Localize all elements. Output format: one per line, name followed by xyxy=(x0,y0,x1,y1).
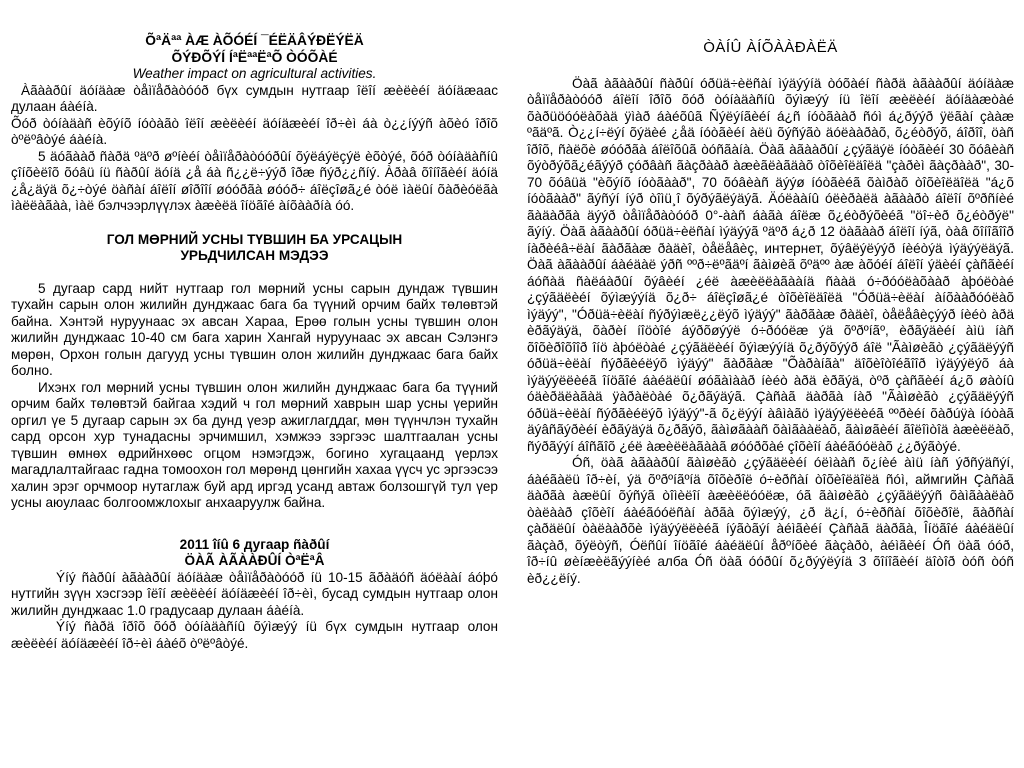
river-heading-line1: ГОЛ МӨРНИЙ УСНЫ ТҮВШИН БА УРСАЦЫН xyxy=(106,231,403,247)
paragraph-forecast-explanation: Öàã àãààðûí ñàðûí óðüä÷èëñàí ìýäýýíä òóõàéí ñàðä àãààðûí äóíäàæ òåìïåðàòóóð áîëîí îðîõ õóð òóíàäàñíû õýìæýý íü îëîí æèëèéí äóíäàæòàé õàðüöóóëàõàä ÿìàð áàéõûã Ñýëýíãèéí á¿ñ íóòãààð ñóì á¿ðýýð ÿëãàí çààæ ºãäºã. Ò¿¿í÷ëýí õýäèé ¿åä íóòãèéí àëü õýñýãò äóëààðàõ, õ¿éòðýõ, áîðîî, öàñ îðîõ, ñàëõè øóóðãà áîëîõûã òóñãàíà. Öàã àãààðûí ¿çýãäýë íóòãèéí 30 õóâèàñ õýòðýõã¿éãýýð çóðâàñ ãàçðààð àæèãëàãäàõ òîõèîëäîëä "çàðèì ãàçðààð", 30-70 õóâüä "èõýíõ íóòãààð", 70 õóâèàñ äýýø íóòãèéã õàìðàõ òîõèîëäîëä "á¿õ íóòãààð" ãýñýí íýð òîìü¸î õýðýãëýäýã. Äóëààíû óëèðàëä àãààðò áîëîí õºðñíèé ãàäàðãà äýýð òåìïåðàòóóð 0°-ààñ áàãà áîëæ õ¿éòðýõèéã "öî÷èð õ¿éòðýë" ãýíý. Öàã àãààðûí óðüä÷èëñàí ìýäýýã ºäºð á¿ð 12 öàãààð áîëîí íýã, òàâ õîíîãîîð íàðèéâ÷ëàí ãàðãàæ ðàäèî, òåëåâèç, интернет, õýâëýëýýð íèéòýä ìýäýýëäýã. Öàã àãààðûí áàéäàë ýðñ ººð÷ëºãäºí ãàìøèã õºäºº àæ àõóéí áîëîí ýäèéí çàñãèéí áóñàä ñàëáàðûí õýâèéí ¿éë àæèëëàãààíä ñààä ó÷ðóóëàõààð àþóëòàé ¿çýãäëèéí õýìæýýíä õ¿ð÷ áîëçîøã¿é òîõèîëäîëä "Óðüä÷èëàí àíõààðóóëàõ ìýäýý", "Óðüä÷èëàí ñýðýìæë¿¿ëýõ ìýäýý" ãàðãàæ ðàäèî, òåëåâèçýýð íèéò àðä èðãýäýä, õàðèí íîöòîé áýðõøýýë ó÷ðóóëæ ýä õºðºíãº, èðãýäèéí àìü íàñ õîõèðîõîîð îíö àþóëòàé ¿çýãäëèéí õýìæýýíä õ¿ðýõýýð áîë "Ãàìøèãò ¿çýãäëýýñ óðüä÷èëàí ñýðãèéëýõ ìýäýý" ãàðãàæ "Õàðàíãà" äîõèîòîéãîîð ìýäýýëýõ áà ìýäýýëëèéã îíöãîé áàéäëûí øóãàìààð íèéò àðä èðãýä, òºð çàñãèéí á¿õ øàòíû óäèðäëàãàä ÿàðàëòàé õ¿ðãýäýã. Çàñàã äàðãà íàð "Ãàìøèãò ¿çýãäëýýñ óðüä÷èëàí ñýðãèéëýõ ìýäýý"-ã õ¿ëýýí àâìàãö ìýäýýëëèéã ººðèéí õàðúÿà íóòàã äýâñãýðèéí èðãýäýä õ¿ðãýõ, ãàìøãààñ õàìãààëàõ, ãàìøãèéí ãîëîìòîä àæèëëàõ, ñýðãýýí áîñãîõ ¿éë àæèëëàãààã øóóðõàé çîõèîí áàéãóóëàõ ¿¿ðýãòýé. xyxy=(527,75,1014,454)
paragraph-june-precipitation: Ýíý ñàðä îðîõ õóð òóíàäàñíû õýìæýý íü бүх сумдын нутгаар олон æèëèéí äóíäæèéí îð÷èì áàéõ òºëºâòýé. xyxy=(11,619,498,651)
doc-title-line1: ÕªÄªª ÀÆ ÀÕÓÉÍ ¯ÉËÄÂÝÐËÝËÄ xyxy=(145,33,364,48)
paragraph-precipitation-summary: Õóð òóíàäàñ èõýíõ íóòàãò îëîí æèëèéí äóíäæèéí îð÷èì áà ò¿¿íýýñ àõèó îðîõ òºëºâòýé áàéíà. xyxy=(11,115,498,147)
june-heading-line1: 2011 îíû 6 дугаар ñàðûí xyxy=(179,536,330,552)
paragraph-temperature-summary: Àãààðûí äóíäàæ òåìïåðàòóóð бүх сумдын нутгаар îëîí æèëèéí äóíäæаас дулаан áàéíà. xyxy=(11,82,498,114)
attention-title: ÒÀÍÛ ÀÍÕÀÀÐÀËÄ xyxy=(703,39,838,56)
doc-subtitle-english: Weather impact on agricultural activities. xyxy=(132,66,377,81)
paragraph-june-temperature: Ýíý ñàðûí àãààðûí äóíäàæ òåìïåðàòóóð íü 10-15 ãðàäóñ äóëààí áóþó нутгийн зүүн хэсгээр îëîí æèëèéí äóíäæèéí îð÷èì, бусад сумдын нутгаар олон жилийн дунджаас 1.0 градусаар дулаан áàéíà. xyxy=(11,569,498,618)
section-heading-river-forecast xyxy=(11,232,498,265)
right-column xyxy=(527,40,1014,587)
doc-title-line2: ÕÝÐÕÝÍ ÍªËªªËªÕ ÒÓÕÀÉ xyxy=(171,49,338,65)
paragraph-river-levels: 5 дугаар сард нийт нутгаар гол мөрний усны сарын дундаж түвшин тухайн сарын олон жилийн дунджаас бага ба түүний орчим байх төлөвтэй байна. Хэнтэй нуруунаас эх авсан Хараа, Ерөө голын усны түвшин олон жилийн дунджаас 10-40 см бага харин Хангай нуруунаас эх авсан Сэлэнгэ мөрөн, Орхон голын дагууд усны түвшин олон жилийн дунджаас бага байх болно. xyxy=(11,280,498,378)
paragraph-disaster-reporting: Óñ, öàã àãààðûí ãàìøèãò ¿çýãäëèéí óëìààñ õ¿íèé àìü íàñ ýðñýäñýí, áàéãàëü îð÷èí, ýä õºðºíãºíä õîõèðîë ó÷èðñàí òîõèîëäîëä ñóì, аймгийн Çàñàã äàðãà àæëûí õýñýã òîìèëîí àæèëëóóëæ, óã ãàìøèãò ¿çýãäëýýñ õàìãààëàõ òàëààð çîõèîí áàéãóóëñàí àðãà õýìæýý, ¿ð ä¿í, ó÷èðñàí õîõèðîë, ãàðñàí çàðäëûí òàëààðõè ìýäýýëëèéã íýãòãýí àéìãèéí Çàñàã äàðãà, Îíöãîé áàéäëûí ãàçàð, õýëòýñ, Óëñûí îíöãîé áàéäëûí åðºíõèé ãàçàðò, àéìãèéí Óñ öàã óóð, îð÷íû øèíæèëãýýíèé алба Óñ öàã óóðûí õ¿ðýýëýíä 3 õîíîãèéí äîòîð òóñ òóñ èð¿¿ëíý. xyxy=(527,455,1014,586)
paragraph-flood-warning: Ихэнх гол мөрний усны түвшин олон жилийн дунджаас бага ба түүний орчим байх төлөвтэй байгаа хэдий ч гол мөрний хаврын шар усны үерийн оргил үе 5 дугаар сарын эх ба дунд үеэр ажиглагддаг, мөн түүнчлэн тухайн сард орсон хур тунадасны эрчимшил, хэмжээ зэргээс шалтгаалан усны түвшин өмнөх өдрийнхөөс огцом нэмэгдэж, богино хугацаанд үерлэх магадлалтайгаас гадна томоохон гол мөрөнд цөнгийн хахаа үүсч ус эргээсээ халин эрэг орчмоор нутаглаж буй ард иргэд усанд автаж болзошгүй тул үер усны аюулаас болгоомжлохыг анхааруулж байна. xyxy=(11,379,498,510)
paragraph-may-warning: 5 äóãààð ñàðä ºäºð øºíèéí òåìïåðàòóóðûí õýëáýëçýë èõòýé, õóð òóíàäàñíû çîíõèëîõ õóâü íü ñàðûí äóíä ¿å áà ñ¿¿ë÷ýýð îðæ ñýð¿¿ñíý. Àðàâ õîíîãèéí äóíä ¿å¿äýä õ¿÷òýé öàñàí áîëîí øîðîîí øóóðãà øóóð÷ áîëçîøã¿é òóë ìàëûí õàðèóëãà ìàëëàãàà, ìàë бэлчээрлүүлэх àæèëä îíöãîé àíõààðíà óó. xyxy=(11,148,498,213)
section-heading-june-weather xyxy=(11,537,498,570)
june-heading-line2: ÖÀÃ ÀÃÀÀÐÛÍ ÒªËªÂ xyxy=(184,553,325,568)
river-heading-line2: УРЬДЧИЛСАН МЭДЭЭ xyxy=(180,248,329,263)
left-column xyxy=(11,33,498,652)
